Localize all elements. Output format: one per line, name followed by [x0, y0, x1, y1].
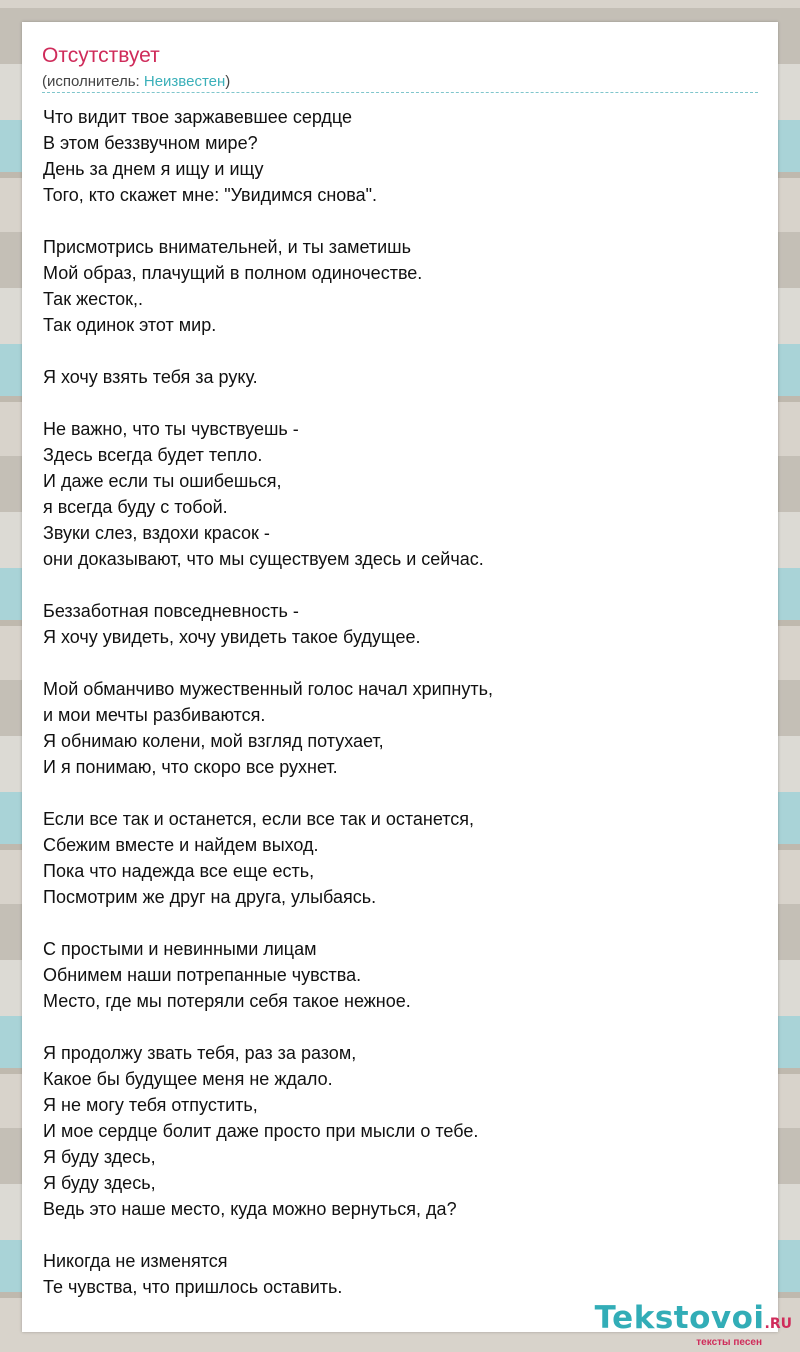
lyric-line: Сбежим вместе и найдем выход. — [43, 835, 319, 855]
lyric-line: Что видит твое заржавевшее сердце — [43, 107, 353, 127]
lyric-line: Какое бы будущее меня не ждало. — [43, 1069, 333, 1089]
lyric-line: И даже если ты ошибешься, — [43, 471, 282, 491]
lyric-line: В этом беззвучном мире? — [43, 133, 258, 153]
lyric-line: Я хочу увидеть, хочу увидеть такое будущее. — [43, 627, 421, 647]
lyric-line — [43, 572, 743, 598]
performer-prefix: (исполнитель: — [42, 73, 144, 90]
lyric-line — [43, 208, 743, 234]
lyric-line: они доказывают, что мы существуем здесь и сейчас. — [43, 549, 484, 569]
lyric-line: Я хочу взять тебя за руку. — [43, 367, 258, 387]
lyric-line: Так жесток,. — [43, 289, 144, 309]
lyric-line: Пока что надежда все еще есть, — [43, 861, 315, 881]
lyric-line: Место, где мы потеряли себя такое нежное. — [43, 991, 411, 1011]
lyric-line: Посмотрим же друг на друга, улыбаясь. — [43, 887, 377, 907]
lyric-line — [43, 780, 743, 806]
lyric-line: Звуки слез, вздохи красок - — [43, 523, 270, 543]
lyric-line: Здесь всегда будет тепло. — [43, 445, 263, 465]
lyrics-card — [22, 22, 778, 1332]
lyric-line: и мои мечты разбиваются. — [43, 705, 266, 725]
logo-tagline: тексты песен — [696, 1337, 762, 1348]
lyric-line: Не важно, что ты чувствуешь - — [43, 419, 299, 439]
performer-link[interactable]: Неизвестен — [143, 73, 226, 90]
lyric-line: Если все так и останется, если все так и останется, — [43, 809, 475, 829]
lyric-line: И мое сердце болит даже просто при мысли о тебе. — [43, 1121, 479, 1141]
lyric-line: Того, кто скажет мне: "Увидимся снова". — [43, 185, 378, 205]
lyric-line: Ведь это наше место, куда можно вернуться, да? — [43, 1199, 457, 1219]
lyric-line — [43, 1222, 743, 1248]
lyric-line: Я продолжу звать тебя, раз за разом, — [43, 1043, 357, 1063]
lyric-line: Беззаботная повседневность - — [43, 601, 299, 621]
lyric-line: Я буду здесь, — [43, 1147, 156, 1167]
lyric-line: Так одинок этот мир. — [43, 315, 217, 335]
logo-tld: .RU — [764, 1316, 792, 1332]
lyric-line: Я обнимаю колени, мой взгляд потухает, — [43, 731, 384, 751]
site-logo[interactable] — [595, 1301, 792, 1348]
lyric-line — [43, 1014, 743, 1040]
performer-line — [42, 72, 230, 92]
lyric-line: Я не могу тебя отпустить, — [43, 1095, 258, 1115]
lyric-line: Мой обманчиво мужественный голос начал хрипнуть, — [43, 679, 493, 699]
lyric-line: С простыми и невинными лицам — [43, 939, 317, 959]
lyric-line: Присмотрись внимательней, и ты заметишь — [43, 237, 411, 257]
logo-wordmark: Tekstovoi.RU — [594, 1300, 792, 1336]
lyric-line: Никогда не изменятся — [43, 1251, 228, 1271]
lyric-line — [43, 650, 743, 676]
lyric-line: И я понимаю, что скоро все рухнет. — [43, 757, 338, 777]
performer-suffix: ) — [225, 73, 231, 90]
song-title: Отсутствует — [42, 44, 160, 67]
lyric-line: Обнимем наши потрепанные чувства. — [43, 965, 362, 985]
lyric-line: День за днем я ищу и ищу — [43, 159, 264, 179]
lyrics-text — [43, 104, 743, 1300]
dashed-divider — [42, 92, 758, 93]
lyric-line: Я буду здесь, — [43, 1173, 156, 1193]
lyric-line — [43, 338, 743, 364]
lyric-line — [43, 910, 743, 936]
lyric-line: я всегда буду с тобой. — [43, 497, 228, 517]
lyric-line: Те чувства, что пришлось оставить. — [43, 1277, 343, 1297]
lyric-line — [43, 390, 743, 416]
lyric-line: Мой образ, плачущий в полном одиночестве. — [43, 263, 423, 283]
